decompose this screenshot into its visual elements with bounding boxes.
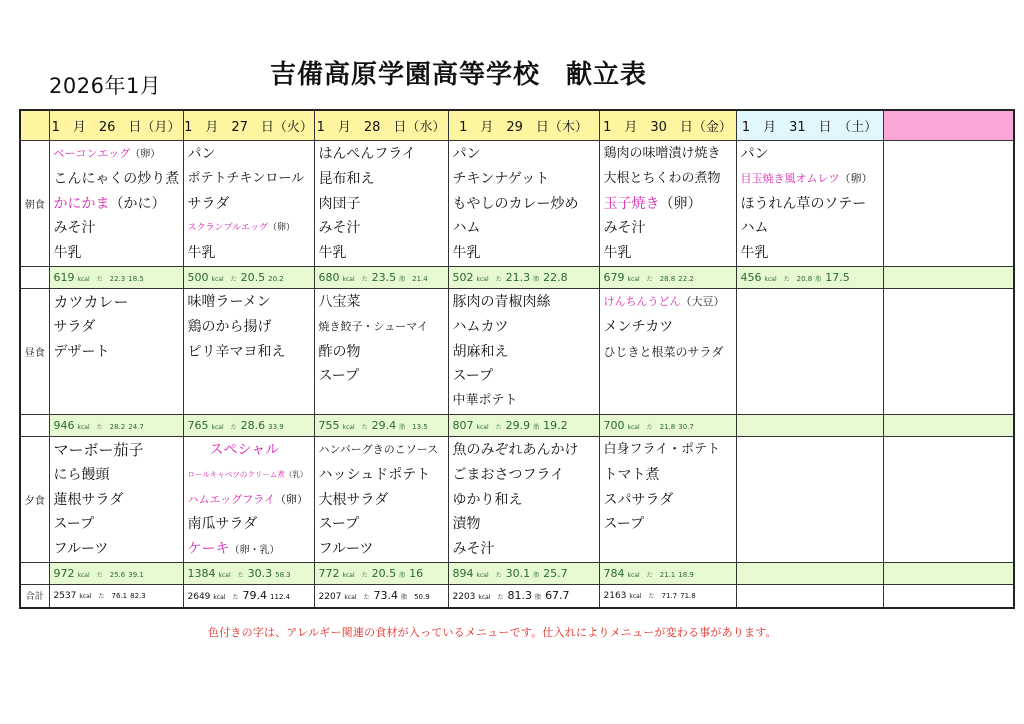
nutrition-cell-blank [883,267,1014,289]
menu-item: スープ [318,368,360,385]
lunch-mon [49,289,183,415]
nutrition-cell: 972 kcal た 25.6 39.1 [49,562,183,584]
menu-item: マーボー茄子 [53,440,144,459]
lunch-label: 昼食 [20,289,49,415]
menu-item: 鶏のから揚げ [187,318,272,335]
nutrition-cell: 500 kcal た 20.5 20.2 [183,267,314,289]
breakfast-wed [314,141,448,267]
nutrition-cell: 784 kcal た 21.1 18.9 [599,562,736,584]
menu-item: サラダ [187,195,230,212]
menu-item: ハッシュドポテト [318,466,431,483]
document-type: 献立表 [566,60,648,90]
school-name: 吉備高原学園高等学校 [270,60,541,90]
menu-item: スープ [603,516,645,533]
breakfast-row [20,141,1014,267]
menu-item: みそ汁 [452,541,495,558]
menu-table [19,109,1015,609]
breakfast-mon [49,141,183,267]
day-header-tue: 1 月 27 日（火） [183,110,314,141]
menu-item: スクランブルエッグ（卵） [187,223,295,234]
menu-item: みそ汁 [603,220,646,237]
menu-item: 牛乳 [318,245,347,262]
menu-item: 中華ポテト [452,393,518,409]
nutrition-cell: 946 kcal た 28.2 24.7 [49,414,183,436]
nutrition-cell: 772 kcal た 20.5 脂 16 [314,562,448,584]
menu-item: 牛乳 [187,245,216,262]
menu-item: フルーツ [318,541,374,558]
nutrition-cell-blank [736,562,883,584]
breakfast-sat [736,141,883,267]
lunch-wed [314,289,448,415]
nutrition-cell: 755 kcal た 29.4 脂 13.5 [314,414,448,436]
total-label: 合計 [20,584,49,608]
breakfast-nutrition-row [20,267,1014,289]
nutrition-cell-blank [736,414,883,436]
menu-item: ベーコンエッグ（卵） [53,147,161,160]
page-title [270,54,647,91]
menu-item: 胡麻和え [452,343,509,360]
breakfast-tue [183,141,314,267]
menu-item: 大根とちくわの煮物 [603,170,721,186]
menu-item: パン [187,146,216,162]
menu-item: 蓮根サラダ [53,491,124,508]
nutrition-cell: 456 kcal た 20.8 脂 17.5 [736,267,883,289]
nutrition-cell: 700 kcal た 21.8 30.7 [599,414,736,436]
dinner-blank [883,436,1014,562]
menu-item: ケーキ（卵・乳） [187,541,280,558]
menu-item: パン [740,146,769,162]
menu-item: 牛乳 [53,245,82,262]
day-header-wed: 1 月 28 日（水） [314,110,448,141]
menu-item: フルーツ [53,541,109,558]
lunch-blank [883,289,1014,415]
dinner-thu [448,436,599,562]
nutrition-label-cell [20,414,49,436]
breakfast-label: 朝食 [20,141,49,267]
menu-item: みそ汁 [318,220,361,237]
menu-item: パン [452,146,481,162]
menu-item: スープ [318,516,360,533]
dinner-row [20,436,1014,562]
menu-item: にら饅頭 [53,466,110,483]
lunch-nutrition-row [20,414,1014,436]
total-cell: 2537 kcal た 76.1 82.3 [49,584,183,608]
menu-item: ポテトチキンロール [187,170,305,186]
day-header-blank [883,110,1014,141]
nutrition-cell: 619 kcal た 22.3 18.5 [49,267,183,289]
dinner-mon [49,436,183,562]
menu-item: 八宝菜 [318,294,361,310]
menu-item: 大根サラダ [318,491,389,508]
menu-item: スープ [53,516,95,533]
lunch-tue [183,289,314,415]
total-row [20,584,1014,608]
allergy-note: 色付きの字は、アレルギー関連の食材が入っているメニューです。仕入れによりメニューが変わる事があります。 [208,626,777,639]
total-cell-blank [883,584,1014,608]
menu-item: ピリ辛マヨ和え [187,343,286,360]
nutrition-cell-blank [883,562,1014,584]
menu-item: かにかま（かに） [53,195,166,212]
menu-item: 牛乳 [452,245,481,262]
menu-item: ハンバーグきのこソース [318,442,439,456]
menu-item: 肉団子 [318,195,361,212]
menu-item: スパサラダ [603,491,674,508]
dinner-nutrition-row [20,562,1014,584]
menu-item: ごまおさつフライ [452,466,565,483]
menu-item: トマト煮 [603,466,660,483]
menu-item: 焼き餃子・シューマイ [318,319,429,333]
day-header-fri: 1 月 30 日（金） [599,110,736,141]
menu-item: 目玉焼き風オムレツ（卵） [740,171,873,185]
menu-item: こんにゃくの炒り煮 [53,170,180,187]
nutrition-label-cell [20,267,49,289]
total-cell: 2203 kcal た 81.3 脂 67.7 [448,584,599,608]
nutrition-cell: 1384 kcal た 30.3 58.3 [183,562,314,584]
menu-item: ロールキャベツのクリーム煮（乳） [187,469,308,479]
menu-item: スペシャル [209,441,280,458]
nutrition-cell: 765 kcal た 28.6 33.9 [183,414,314,436]
breakfast-blank [883,141,1014,267]
menu-item: はんぺんフライ [318,146,416,162]
menu-item: ひじきと根菜のサラダ [603,344,724,359]
menu-item: 南瓜サラダ [187,516,258,533]
menu-item: もやしのカレー炒め [452,195,579,212]
breakfast-fri [599,141,736,267]
nutrition-cell: 894 kcal た 30.1 脂 25.7 [448,562,599,584]
total-cell: 2649 kcal た 79.4 112.4 [183,584,314,608]
menu-item: 牛乳 [603,245,632,262]
day-header-thu: 1 月 29 日（木） [448,110,599,141]
menu-item: 牛乳 [740,245,769,262]
menu-item: けんちんうどん（大豆） [603,295,725,308]
menu-item: ほうれん草のソテー [740,195,867,212]
menu-item: メンチカツ [603,318,674,335]
nutrition-cell-blank [883,414,1014,436]
menu-item: 味噌ラーメン [187,294,271,310]
menu-item: 昆布和え [318,170,375,187]
menu-item: 豚肉の青椒肉絲 [452,294,551,310]
menu-item: ハム [452,220,481,237]
nutrition-cell: 502 kcal た 21.3 脂 22.8 [448,267,599,289]
menu-item: ハムエッグフライ（卵） [187,492,308,506]
nutrition-label-cell [20,562,49,584]
lunch-row [20,289,1014,415]
menu-item: 酢の物 [318,343,361,360]
lunch-sat [736,289,883,415]
total-cell: 2163 kcal た 71.7 71.8 [599,584,736,608]
dinner-label: 夕食 [20,436,49,562]
lunch-thu [448,289,599,415]
menu-item: 鶏肉の味噌漬け焼き [603,146,721,161]
nutrition-cell: 807 kcal た 29.9 脂 19.2 [448,414,599,436]
nutrition-cell: 679 kcal た 28.8 22.2 [599,267,736,289]
menu-item: カツカレー [53,293,129,311]
total-cell-blank [736,584,883,608]
menu-item: 魚のみぞれあんかけ [452,441,579,458]
lunch-fri [599,289,736,415]
total-cell: 2207 kcal た 73.4 脂 50.9 [314,584,448,608]
breakfast-thu [448,141,599,267]
menu-item: デザート [53,343,110,360]
header-row [20,110,1014,141]
menu-item: 白身フライ・ポテト [603,441,721,457]
menu-item: ハム [740,220,769,237]
menu-item: みそ汁 [53,220,96,237]
menu-item: ゆかり和え [452,491,523,508]
menu-item: 玉子焼き（卵） [603,195,702,212]
dinner-sat [736,436,883,562]
day-header-mon: 1 月 26 日（月） [49,110,183,141]
dinner-tue [183,436,314,562]
menu-item: スープ [452,368,494,385]
menu-item: サラダ [53,318,96,335]
dinner-fri [599,436,736,562]
month-label: 2026年1月 [49,74,162,98]
dinner-wed [314,436,448,562]
day-header-sat: 1 月 31 日 （土） [736,110,883,141]
nutrition-cell: 680 kcal た 23.5 脂 21.4 [314,267,448,289]
header-corner [20,110,49,141]
menu-item: チキンナゲット [452,170,550,187]
menu-item: ハムカツ [452,318,509,335]
menu-item: 漬物 [452,516,481,533]
